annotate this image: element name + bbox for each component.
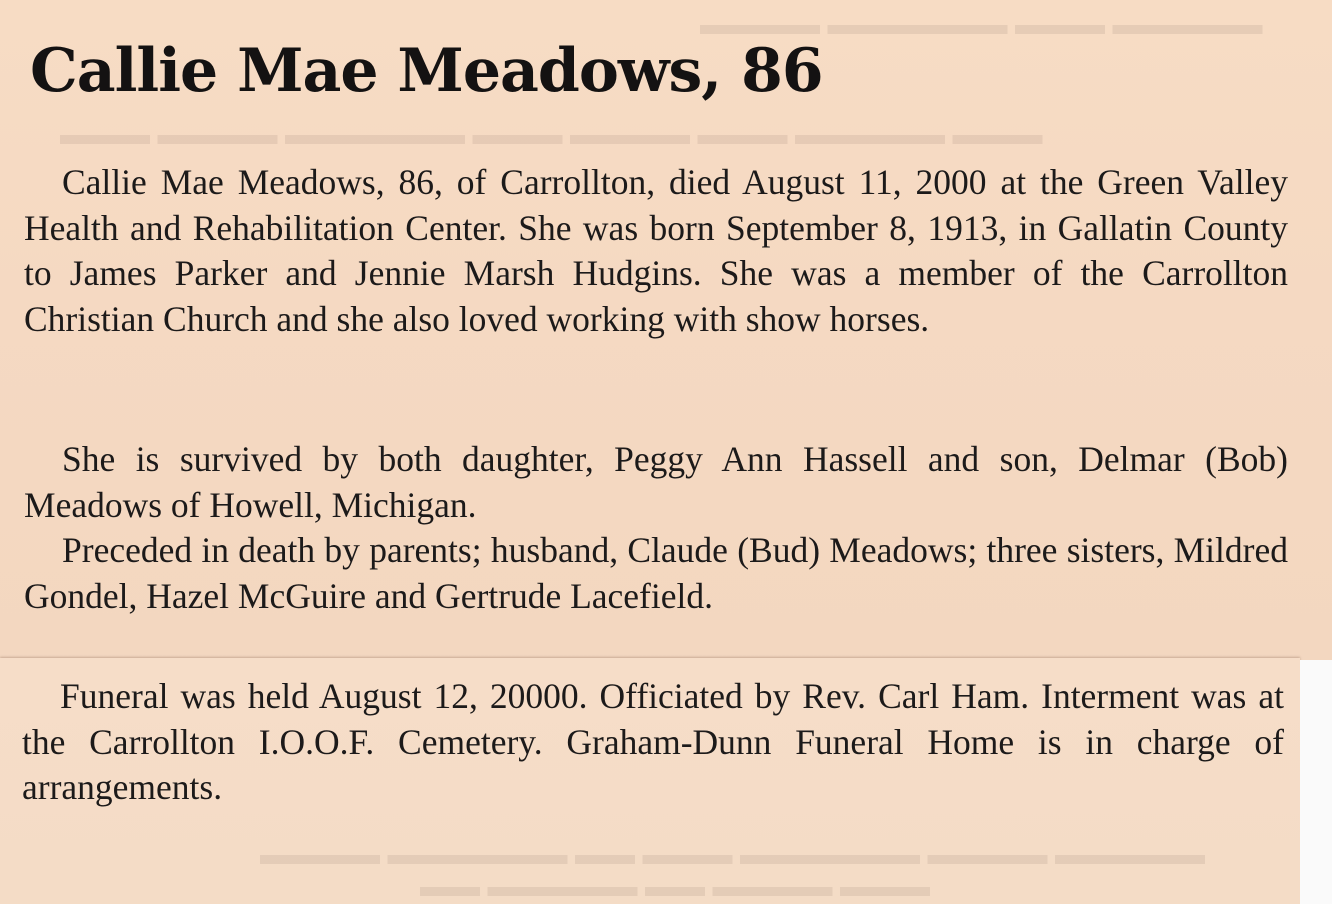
obituary-paragraph-preceded: Preceded in death by parents; husband, Claude (Bud) Meadows; three sisters, Mildred Gondel, Hazel McGuire and Gertrude Lacefield. (24, 530, 1288, 616)
background-gap (1300, 660, 1332, 904)
obituary-paragraph-funeral: Funeral was held August 12, 20000. Officiated by Rev. Carl Ham. Interment was at the Carrollton I.O.O.F. Cemetery. Graham-Dunn Funeral Home is in charge of arrangements. (22, 676, 1284, 807)
obituary-paragraph-biography: Callie Mae Meadows, 86, of Carrollton, died August 11, 2000 at the Green Valley Health and Rehabilitation Center. She was born September 8, 1913, in Gallatin County to James Parker and Jennie Marsh Hudgins. She was a member of the Carrollton Christian Church and she also loved working with show horses. (24, 162, 1288, 339)
obituary-headline: Callie Mae Meadows, 86 (30, 36, 823, 106)
obituary-paragraph-survivors: She is survived by both daughter, Peggy Ann Hassell and son, Delmar (Bob) Meadows of Howell, Michigan. (24, 439, 1288, 525)
